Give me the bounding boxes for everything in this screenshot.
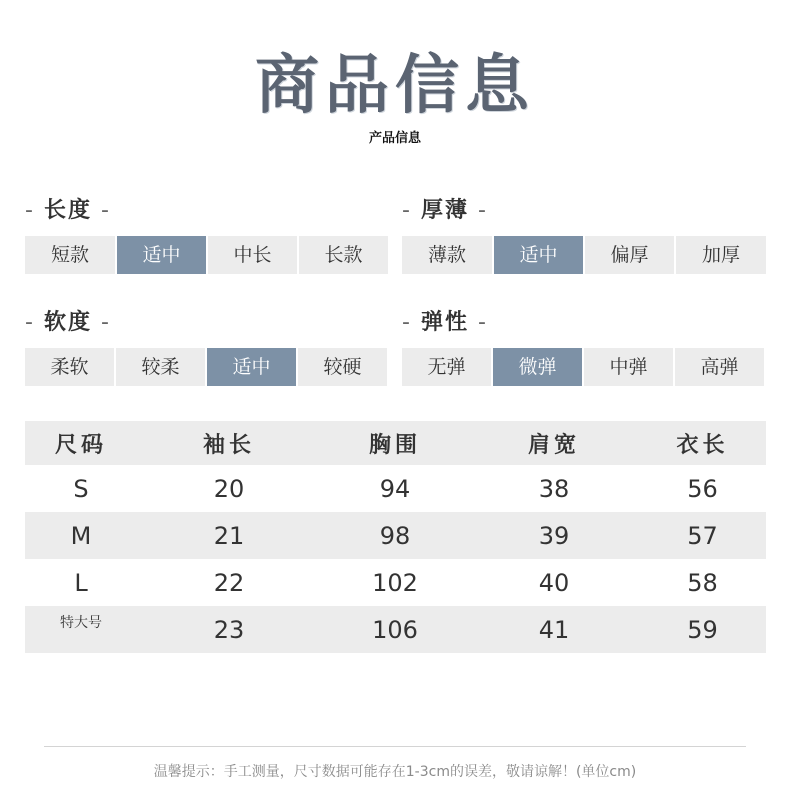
length-option-long: 长款: [299, 236, 388, 274]
thickness-option-medium: 适中: [494, 236, 583, 274]
length-option-mid-long: 中长: [208, 236, 297, 274]
softness-option-fairly-hard: 较硬: [298, 348, 387, 386]
length-option-short: 短款: [25, 236, 115, 274]
softness-option-soft: 柔软: [25, 348, 114, 386]
header-shoulder: 肩宽: [527, 432, 580, 458]
softness-option-medium: 适中: [207, 348, 296, 386]
table-header-row: [25, 421, 766, 465]
measurement-tip: 温馨提示：手工测量，尺寸数据可能存在1-3cm的误差，敬请谅解！(单位cm): [153, 764, 637, 780]
page-subtitle: 产品信息: [368, 131, 421, 146]
cell-chest: 98: [379, 521, 411, 550]
cell-size: 特大号: [60, 615, 102, 631]
thickness-option-thin: 薄款: [402, 236, 492, 274]
elasticity-option-none: 无弹: [402, 348, 491, 386]
cell-body-length: 58: [687, 568, 718, 597]
header-size: 尺码: [54, 432, 107, 458]
footer-divider: [44, 746, 746, 747]
cell-shoulder: 40: [538, 568, 570, 597]
thickness-label: - 厚薄 -: [402, 198, 488, 223]
elasticity-options: [402, 348, 764, 386]
softness-label: - 软度 -: [25, 310, 111, 335]
length-options: [25, 236, 388, 274]
header-chest: 胸围: [368, 432, 421, 458]
cell-chest: 94: [379, 474, 411, 503]
table-row: [25, 465, 766, 512]
size-table: [25, 421, 766, 653]
softness-option-fairly-soft: 较柔: [116, 348, 205, 386]
table-row: [25, 512, 766, 559]
cell-chest: 106: [372, 615, 418, 644]
cell-shoulder: 38: [538, 474, 570, 503]
header-body-length: 衣长: [676, 432, 729, 458]
cell-sleeve-length: 23: [213, 615, 245, 644]
elasticity-option-slight: 微弹: [493, 348, 582, 386]
cell-size: S: [73, 474, 89, 503]
cell-size: L: [74, 568, 88, 597]
cell-shoulder: 41: [538, 615, 570, 644]
cell-shoulder: 39: [538, 521, 570, 550]
table-row: [25, 606, 766, 653]
thickness-options: [402, 236, 766, 274]
elasticity-option-high: 高弹: [675, 348, 764, 386]
thickness-option-thick: 偏厚: [585, 236, 674, 274]
cell-size: M: [70, 521, 92, 550]
cell-sleeve-length: 20: [213, 474, 245, 503]
page-title: 商品信息: [255, 49, 535, 123]
header-sleeve-length: 袖长: [202, 432, 255, 458]
cell-chest: 102: [372, 568, 418, 597]
softness-options: [25, 348, 387, 386]
length-label: - 长度 -: [25, 198, 111, 223]
cell-body-length: 59: [687, 615, 718, 644]
elasticity-option-medium: 中弹: [584, 348, 673, 386]
elasticity-label: - 弹性 -: [402, 310, 488, 335]
length-option-medium: 适中: [117, 236, 206, 274]
table-row: [25, 559, 766, 606]
cell-body-length: 57: [687, 521, 718, 550]
cell-sleeve-length: 21: [213, 521, 245, 550]
cell-body-length: 56: [687, 474, 718, 503]
cell-sleeve-length: 22: [213, 568, 245, 597]
thickness-option-extra-thick: 加厚: [676, 236, 766, 274]
